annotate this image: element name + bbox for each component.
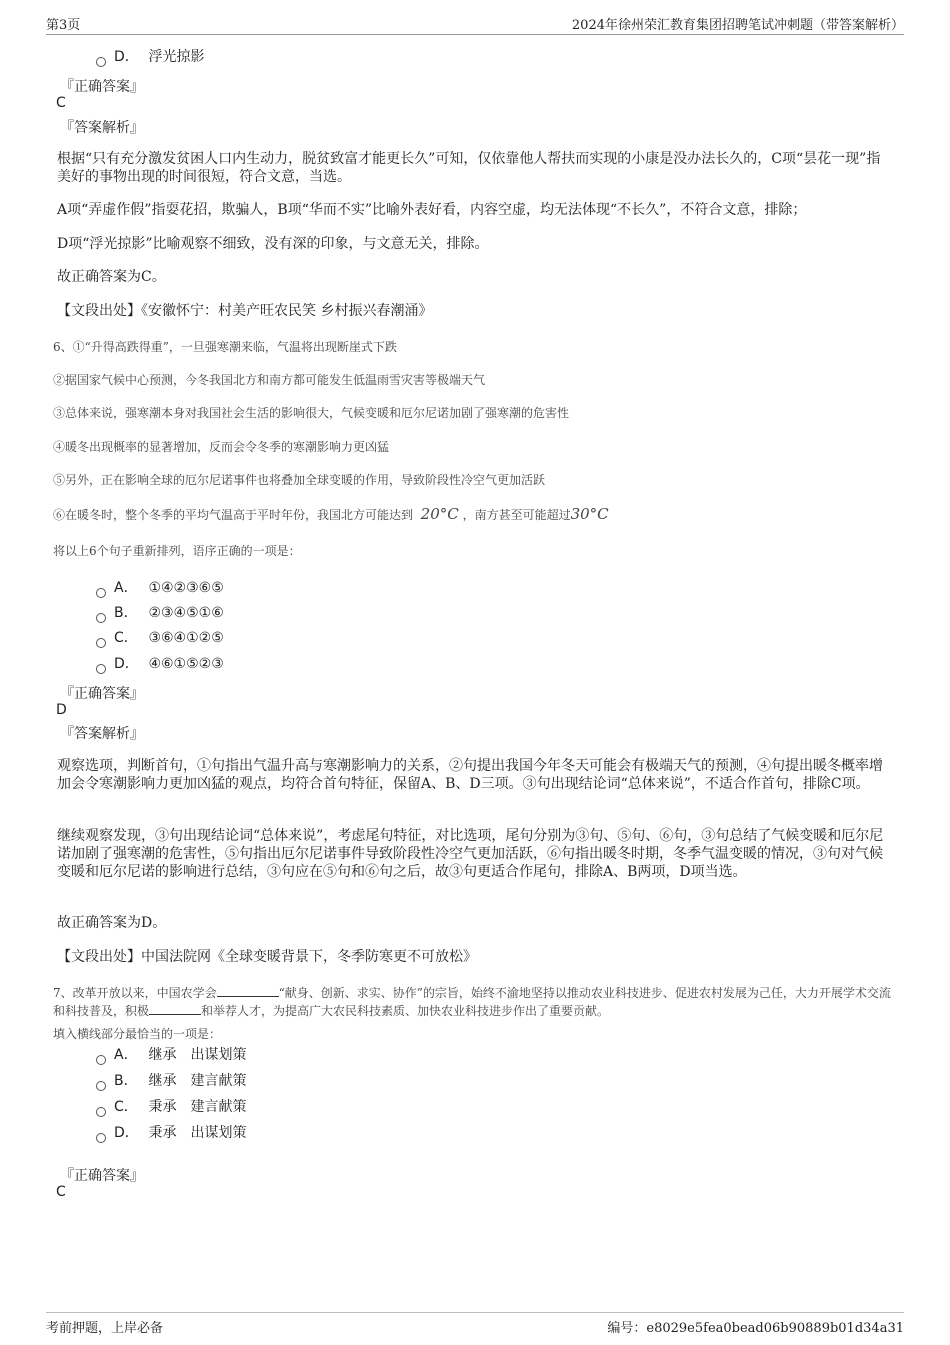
q6-source: 【文段出处】中国法院网《全球变暖背景下，冬季防寒更不可放松》: [57, 949, 477, 965]
q7-answer-label: 『正确答案』: [60, 1168, 144, 1184]
q6-sentence-6: ⑥在暖冬时，整个冬季的平均气温高于平时年份，我国北方可能达到 20°C ，南方甚至可能超过30°C: [53, 505, 609, 523]
document-id: 编号：e8029e5fea0bead06b90889b01d34a31: [607, 1321, 904, 1336]
q5-analysis-p1: 根据“只有充分激发贫困人口内生动力，脱贫致富才能更长久”可知，仅依靠他人帮扶而实现的小康是没办法长久的，C项“昙花一现”指美好的事物出现的时间很短，符合文意，当选。: [57, 151, 881, 185]
q7-stem: 7、改革开放以来，中国农学会 “献身、创新、求实、协作”的宗旨，始终不渝地坚持以推动农业科技进步、促进农村发展为己任，大力开展学术交流和科技普及，积极 和举荐人才，为提高广大农民科技素质、加快农业科技进步作出了重要贡献。: [53, 986, 891, 1018]
q6-answer: D: [56, 702, 67, 718]
radio-icon[interactable]: [96, 664, 106, 674]
page-number: 第3页: [46, 18, 81, 33]
radio-icon[interactable]: [96, 1081, 106, 1091]
q6-option-b[interactable]: B． ②③④⑤①⑥: [96, 603, 224, 623]
q6-sentence-1: 6、①“升得高跌得重”，一旦强寒潮来临，气温将出现断崖式下跌: [53, 340, 397, 354]
radio-icon[interactable]: [96, 1133, 106, 1143]
q7-blank-1[interactable]: [217, 984, 279, 997]
q6-analysis-p1: 观察选项，判断首句，①句指出气温升高与寒潮影响力的关系，②句提出我国今年冬天可能会有极端天气的预测，④句提出暖冬概率增加会令寒潮影响力更加凶猛的观点，均符合首句特征，保留A、B、D三项。③句出现结论词“总体来说”，不适合作首句，排除C项。: [57, 758, 883, 792]
q5-analysis-p3: D项“浮光掠影”比喻观察不细致，没有深的印象，与文意无关，排除。: [57, 236, 489, 252]
q6-option-d[interactable]: D． ④⑥①⑤②③: [96, 654, 224, 674]
radio-icon[interactable]: [96, 1055, 106, 1065]
q5-answer-label: 『正确答案』: [60, 79, 144, 95]
q6-option-a[interactable]: A． ①④②③⑥⑤: [96, 578, 224, 598]
q5-analysis-p2: A项“弄虚作假”指耍花招，欺骗人，B项“华而不实”比喻外表好看，内容空虚，均无法体现“不长久”，不符合文意，排除；: [57, 202, 807, 218]
q6-sentence-5: ⑤另外，正在影响全球的厄尔尼诺事件也将叠加全球变暖的作用，导致阶段性冷空气更加活跃: [53, 473, 546, 487]
page-header: [46, 12, 904, 35]
footer-slogan: 考前押题，上岸必备: [46, 1321, 164, 1336]
radio-icon[interactable]: [96, 57, 106, 67]
q6-analysis-p3: 故正确答案为D。: [57, 915, 167, 931]
q7-option-c[interactable]: C． 秉承 建言献策: [96, 1097, 246, 1117]
q7-option-a[interactable]: A． 继承 出谋划策: [96, 1045, 246, 1065]
q5-source: 【文段出处】《安徽怀宁：村美产旺农民笑 乡村振兴春潮涌》: [57, 303, 433, 319]
q7-blank-2[interactable]: [149, 1002, 201, 1015]
temp-south: 30°C: [570, 505, 609, 523]
page-footer: [46, 1312, 904, 1339]
temp-north: 20°C: [420, 505, 459, 523]
q5-analysis-label: 『答案解析』: [60, 120, 144, 136]
q6-prompt: 将以上6个句子重新排列，语序正确的一项是：: [53, 544, 301, 558]
q6-analysis-p2: 继续观察发现，③句出现结论词“总体来说”，考虑尾句特征，对比选项，尾句分别为③句、⑤句、⑥句，③句总结了气候变暖和厄尔尼诺加剧了强寒潮的危害性，⑤句指出厄尔尼诺事件导致阶段性冷空气更加活跃，⑥句指出暖冬时期，冬季气温变暖的情况，③句对气候变暖和厄尔尼诺的影响进行总结，③句应在⑤句和⑥句之后，故③句更适合作尾句，排除A、B两项，D项当选。: [57, 828, 884, 880]
radio-icon[interactable]: [96, 613, 106, 623]
q6-answer-label: 『正确答案』: [60, 686, 144, 702]
q7-option-d[interactable]: D． 秉承 出谋划策: [96, 1123, 246, 1143]
q5-option-d[interactable]: D． 浮光掠影: [96, 47, 204, 67]
q6-analysis-label: 『答案解析』: [60, 726, 144, 742]
q6-sentence-2: ②据国家气候中心预测，今冬我国北方和南方都可能发生低温雨雪灾害等极端天气: [53, 373, 486, 387]
q7-answer: C: [56, 1184, 66, 1200]
document-title: 2024年徐州荣汇教育集团招聘笔试冲刺题（带答案解析）: [571, 18, 904, 33]
q5-analysis-p4: 故正确答案为C。: [57, 269, 166, 285]
radio-icon[interactable]: [96, 588, 106, 598]
q7-prompt: 填入横线部分最恰当的一项是：: [53, 1027, 222, 1041]
radio-icon[interactable]: [96, 1107, 106, 1117]
q7-option-b[interactable]: B． 继承 建言献策: [96, 1071, 246, 1091]
q5-answer: C: [56, 95, 66, 111]
q6-sentence-3: ③总体来说，强寒潮本身对我国社会生活的影响很大，气候变暖和厄尔尼诺加剧了强寒潮的危害性: [53, 406, 570, 420]
q6-sentence-4: ④暖冬出现概率的显著增加，反而会令冬季的寒潮影响力更凶猛: [53, 440, 390, 454]
radio-icon[interactable]: [96, 638, 106, 648]
q6-option-c[interactable]: C． ③⑥④①②⑤: [96, 628, 224, 648]
